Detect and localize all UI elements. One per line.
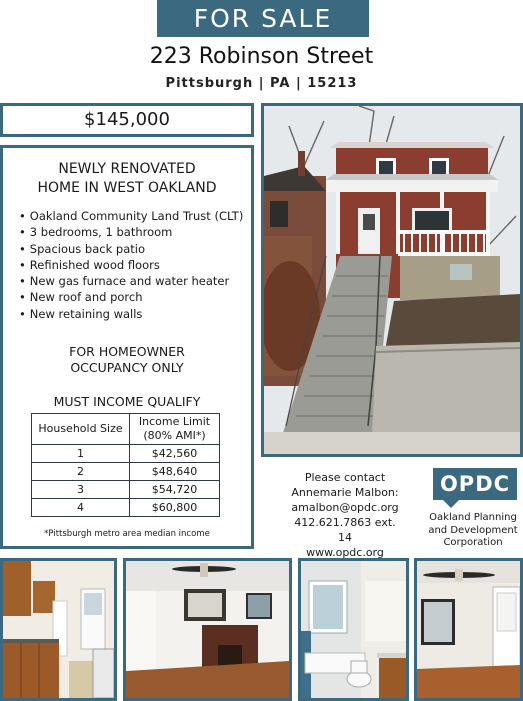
info-panel [0, 145, 254, 549]
occupancy-line-2: OCCUPANCY ONLY [70, 360, 184, 376]
footnote: *Pittsburgh metro area median income [44, 529, 210, 540]
headline-line-1: NEWLY RENOVATED [58, 161, 196, 177]
contact-line-1: Please contact [304, 471, 386, 484]
contact-info [286, 470, 404, 560]
feature-item: • 3 bedrooms, 1 bathroom [19, 224, 251, 240]
household-size-cell: 3 [32, 481, 130, 499]
contact-phone[interactable]: 412.621.7863 ext. 14 [294, 516, 396, 544]
qualify-title: MUST INCOME QUALIFY [53, 394, 201, 410]
organization-name-line-1: Oakland Planning [429, 512, 517, 523]
household-size-header: Household Size [32, 414, 130, 445]
table-row [32, 499, 220, 517]
income-table [31, 413, 220, 517]
feature-item: • Refinished wood floors [19, 257, 251, 273]
feature-item: • New gas furnace and water heater [19, 273, 251, 289]
feature-list [19, 208, 251, 322]
headline [3, 160, 251, 198]
bathroom-illustration [301, 561, 406, 698]
house-exterior-photo [261, 103, 523, 457]
price-box [0, 103, 254, 137]
city-state-zip: Pittsburgh | PA | 15213 [165, 76, 358, 91]
table-row [32, 445, 220, 463]
income-table-header [32, 414, 220, 445]
income-limit-header-line-1: Income Limit [138, 415, 211, 429]
contact-website[interactable]: www.opdc.org [306, 546, 384, 559]
bathroom-photo [298, 558, 409, 701]
organization-name [416, 512, 523, 550]
living-room-photo [123, 558, 292, 701]
household-size-cell: 1 [32, 445, 130, 463]
organization-name-line-2: and Development [428, 524, 518, 536]
bedroom-photo [414, 558, 523, 701]
income-limit-cell: $60,800 [130, 499, 220, 517]
income-limit-cell: $48,640 [130, 463, 220, 481]
feature-item: • New retaining walls [19, 306, 251, 322]
feature-item: • Oakland Community Land Trust (CLT) [19, 208, 251, 224]
contact-name: Annemarie Malbon: [291, 486, 399, 499]
kitchen-illustration [3, 561, 114, 698]
table-row [32, 463, 220, 481]
for-sale-banner: FOR SALE [157, 0, 369, 37]
contact-email[interactable]: amalbon@opdc.org [291, 501, 399, 514]
house-exterior-illustration [264, 106, 520, 454]
income-limit-header [130, 414, 220, 445]
table-row [32, 481, 220, 499]
opdc-logo-badge: OPDC [433, 468, 517, 500]
income-limit-header-line-2: (80% AMI*) [143, 429, 206, 443]
occupancy-line-1: FOR HOMEOWNER [69, 344, 185, 360]
price: $145,000 [84, 109, 170, 130]
feature-item: • Spacious back patio [19, 241, 251, 257]
occupancy-note [3, 344, 251, 376]
kitchen-photo [0, 558, 117, 701]
income-limit-cell: $42,560 [130, 445, 220, 463]
feature-item: • New roof and porch [19, 289, 251, 305]
household-size-cell: 4 [32, 499, 130, 517]
organization-name-line-3: Corporation [443, 537, 503, 548]
headline-line-2: HOME IN WEST OAKLAND [37, 180, 217, 196]
bedroom-illustration [417, 561, 520, 698]
household-size-cell: 2 [32, 463, 130, 481]
street-address: 223 Robinson Street [149, 44, 374, 69]
living-room-illustration [126, 561, 289, 698]
income-limit-cell: $54,720 [130, 481, 220, 499]
